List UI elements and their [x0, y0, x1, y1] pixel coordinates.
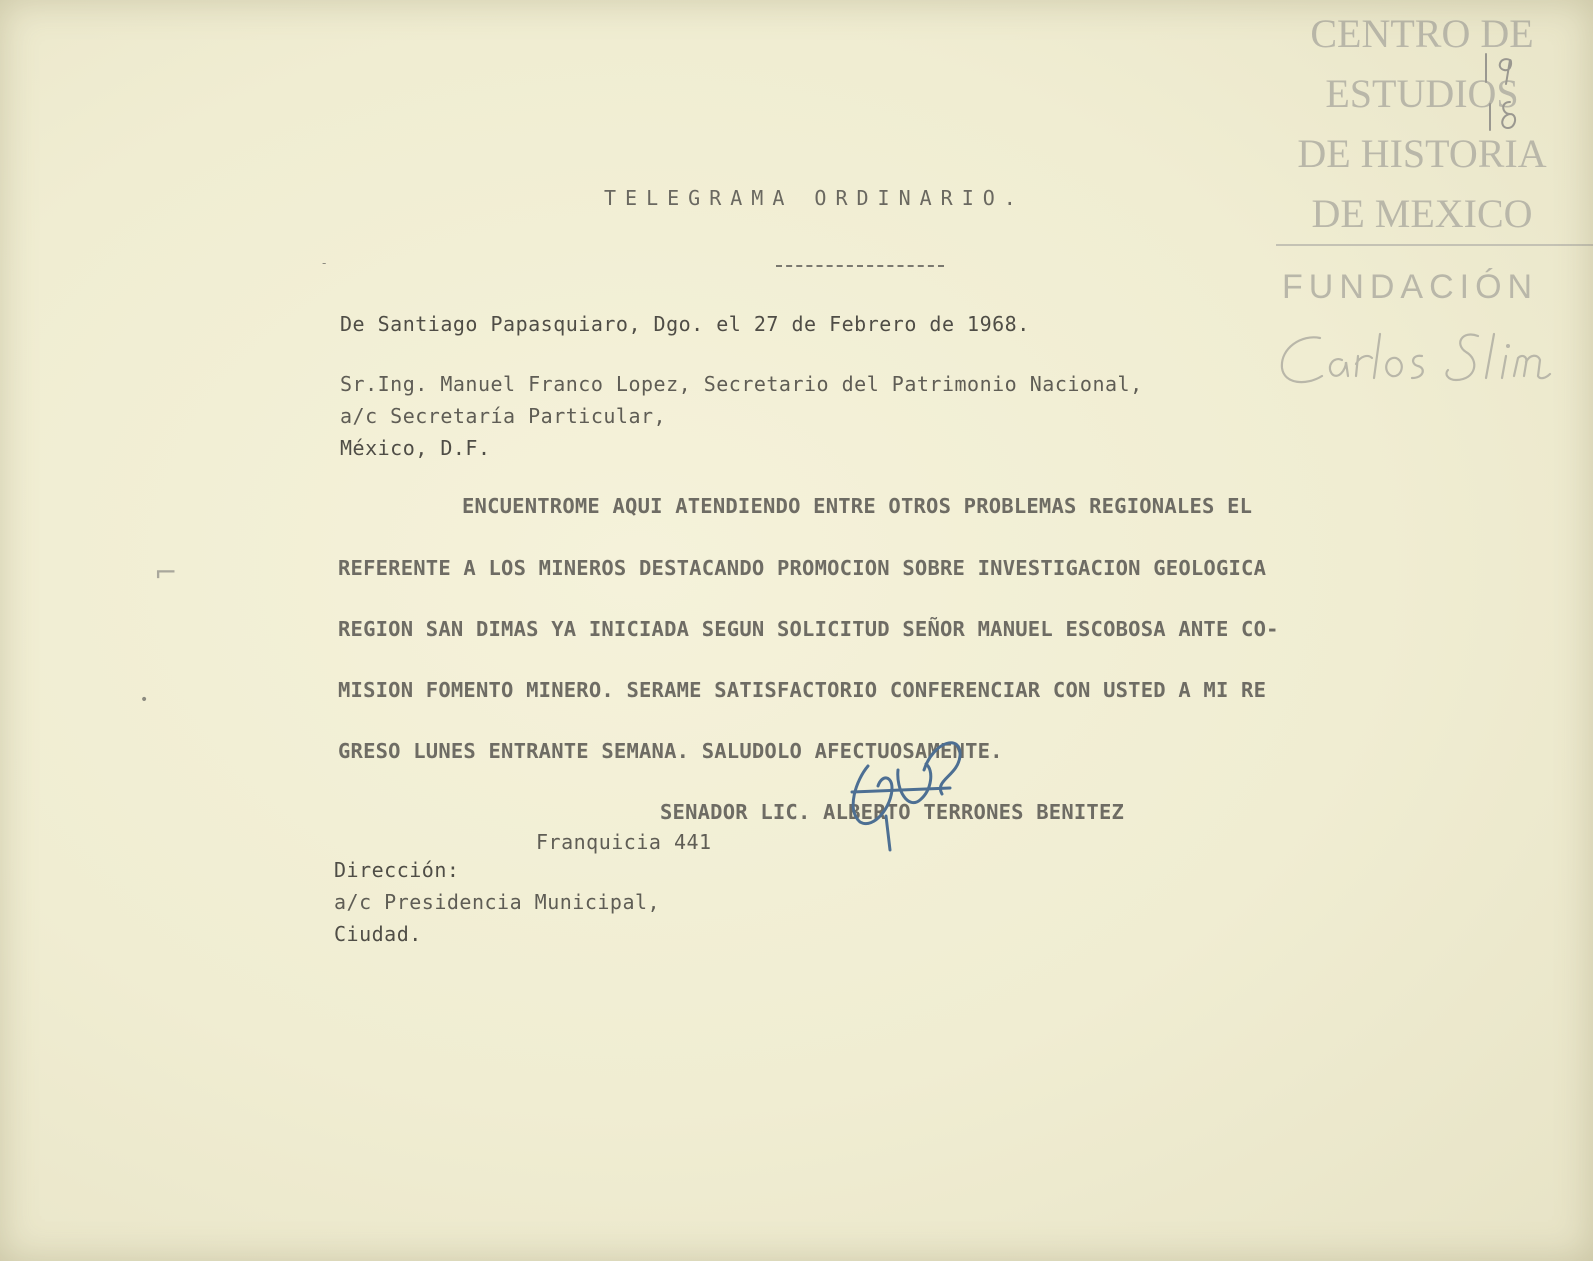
signer-line: SENADOR LIC. ALBERTO TERRONES BENITEZ: [660, 800, 1125, 824]
address-line-3: Ciudad.: [334, 922, 422, 946]
stamp-line-2: ESTUDIOS: [1325, 71, 1519, 116]
telegram-title: TELEGRAMA ORDINARIO.: [604, 186, 1025, 210]
stamp-divider: [1276, 244, 1593, 246]
title-underline: [776, 265, 944, 267]
body-line-1: ENCUENTROME AQUI ATENDIENDO ENTRE OTROS PROBLEMAS REGIONALES EL: [462, 494, 1253, 518]
stamp-line-1: CENTRO DE: [1310, 11, 1534, 56]
foundation-signature-logo: [1272, 326, 1572, 396]
stamp-line-4: DE MEXICO: [1311, 191, 1533, 236]
paper-mark: ⌐: [154, 556, 178, 589]
archive-number-annotation: [1480, 48, 1530, 138]
institution-stamp: [1272, 8, 1593, 388]
franchise-line: Franquicia 441: [536, 830, 712, 854]
place-date-line: De Santiago Papasquiaro, Dgo. el 27 de Febrero de 1968.: [340, 312, 1030, 336]
recipient-line-2: a/c Secretaría Particular,: [340, 404, 667, 428]
recipient-line-3: México, D.F.: [340, 436, 491, 460]
handwritten-signature: [838, 730, 978, 860]
stamp-foundation: FUNDACIÓN: [1282, 268, 1539, 306]
address-line-2: a/c Presidencia Municipal,: [334, 890, 661, 914]
address-line-1: Dirección:: [334, 858, 460, 882]
paper-speck: -: [322, 256, 327, 270]
paper-speck-2: •: [140, 692, 149, 708]
body-line-4: MISION FOMENTO MINERO. SERAME SATISFACTORIO CONFERENCIAR CON USTED A MI RE: [338, 678, 1267, 702]
stamp-line-3: DE HISTORIA: [1297, 131, 1547, 176]
body-line-3: REGION SAN DIMAS YA INICIADA SEGUN SOLICITUD SEÑOR MANUEL ESCOBOSA ANTE CO-: [338, 617, 1279, 641]
body-line-2: REFERENTE A LOS MINEROS DESTACANDO PROMOCION SOBRE INVESTIGACION GEOLOGICA: [338, 556, 1267, 580]
body-line-5: GRESO LUNES ENTRANTE SEMANA. SALUDOLO AFECTUOSAMENTE.: [338, 739, 1003, 763]
recipient-line-1: Sr.Ing. Manuel Franco Lopez, Secretario del Patrimonio Nacional,: [340, 372, 1143, 396]
